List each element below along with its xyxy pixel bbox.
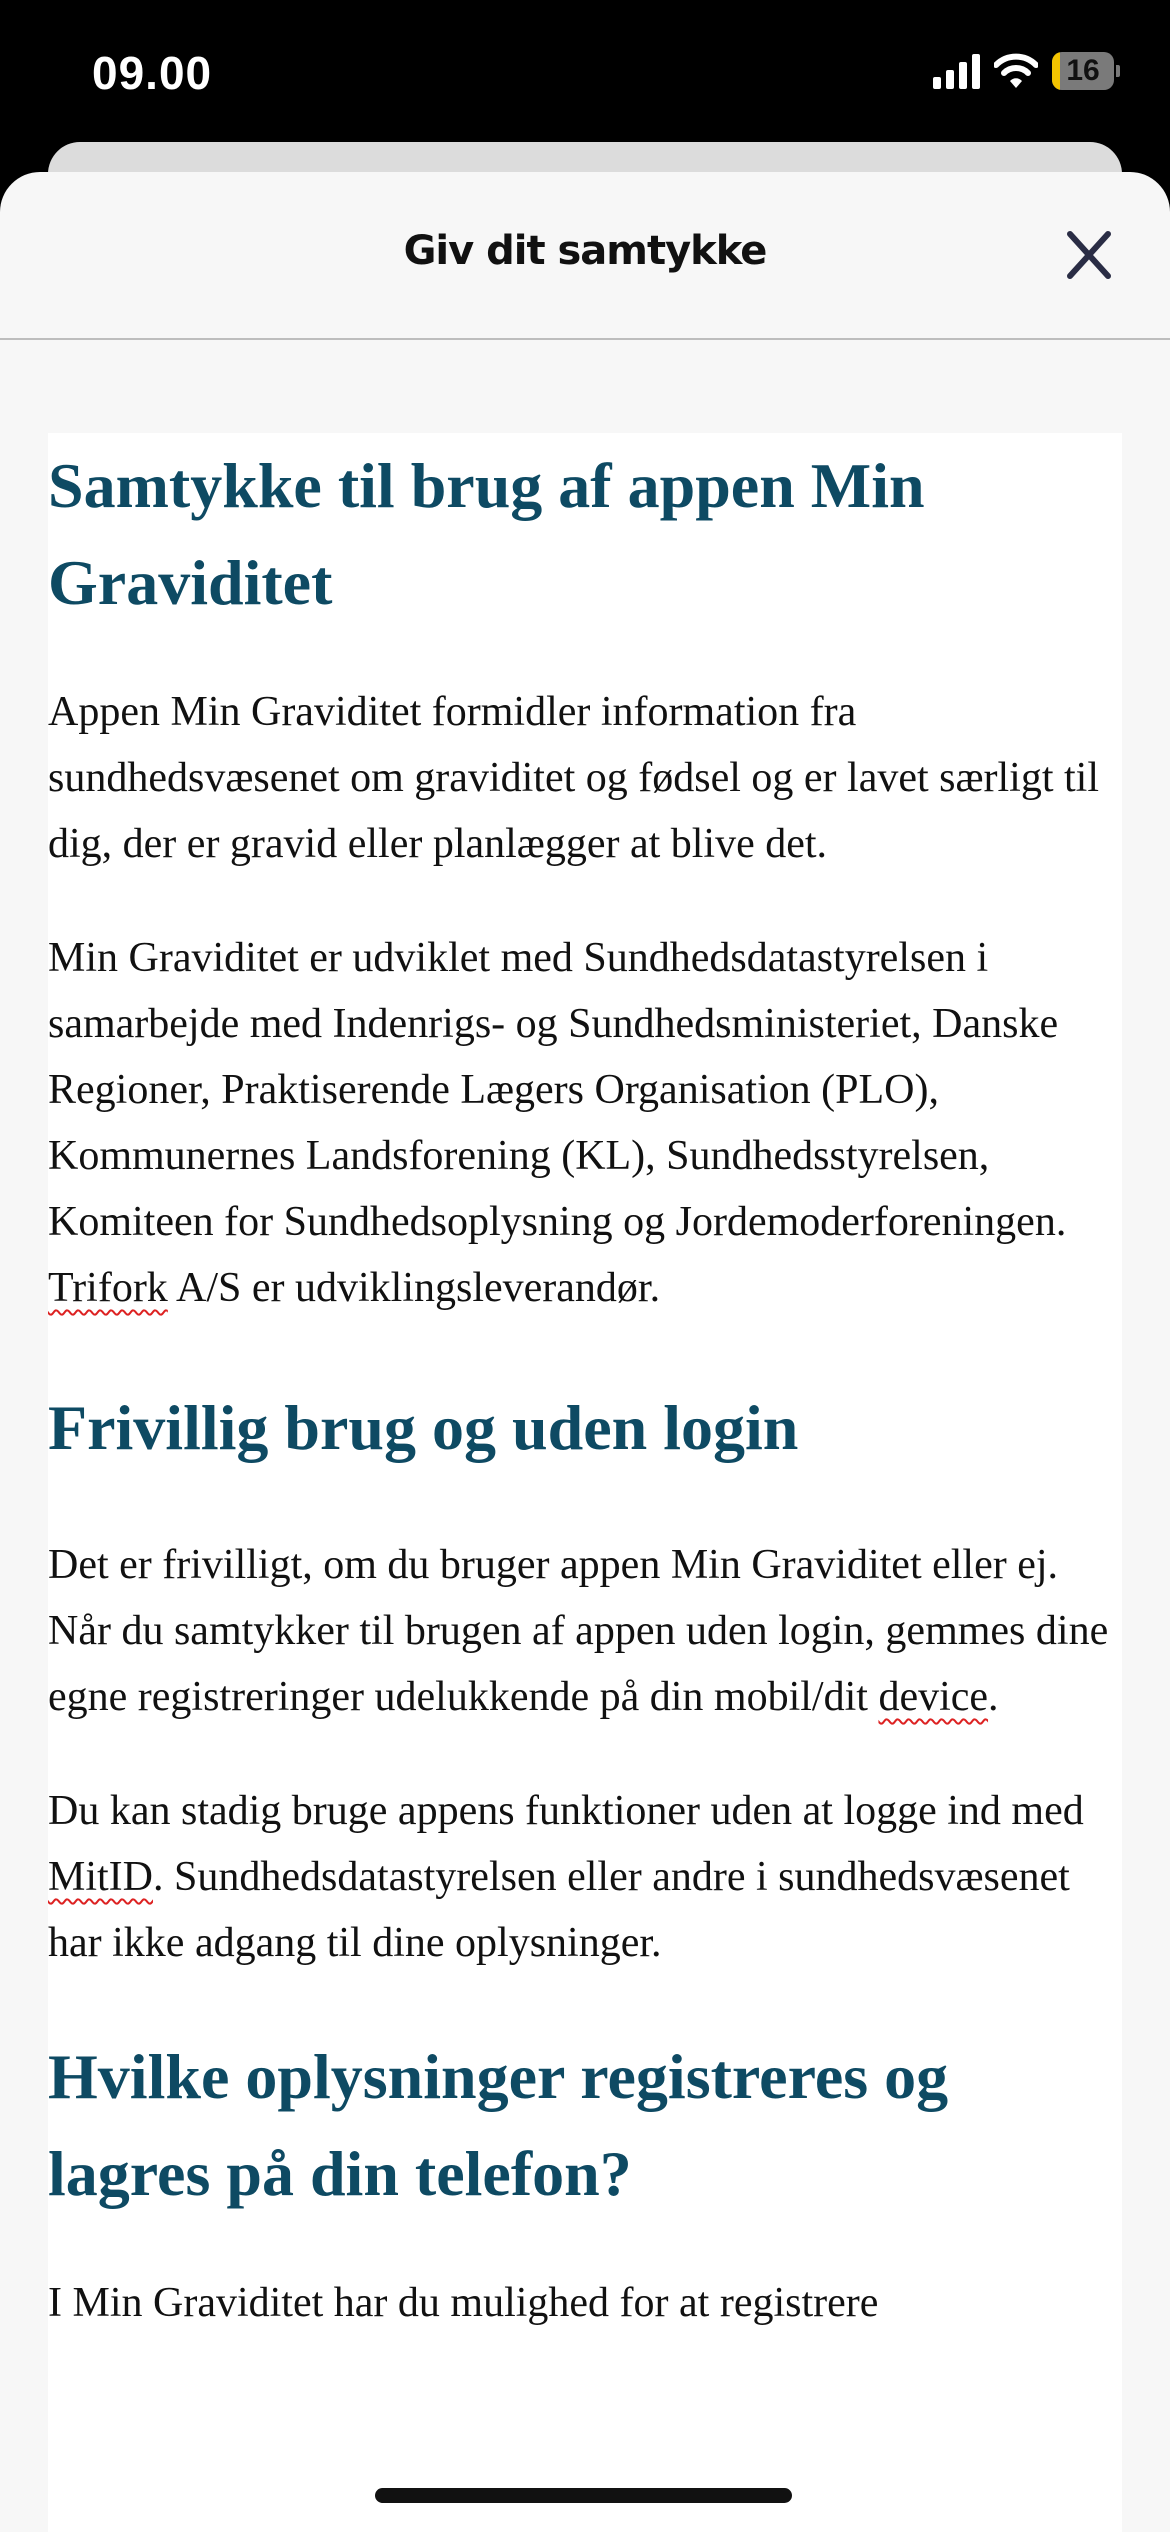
consent-content xyxy=(48,433,1122,2532)
paragraph-intro: Appen Min Graviditet formidler information fra sundhedsvæsenet om graviditet og fødsel og er lavet særligt til dig, der er gravid eller planlægger at blive det. xyxy=(48,689,1100,867)
heading-voluntary: Frivillig brug og uden login xyxy=(48,1392,799,1463)
close-icon[interactable] xyxy=(1064,228,1114,282)
paragraph-mitid: Du kan stadig bruge appens funktioner uden at logge ind med MitID. Sundhedsdatastyrelsen eller andre i sundhedsvæsenet har ikke adgang til dine oplysninger. xyxy=(48,1788,1084,1966)
paragraph-developers: Min Graviditet er udviklet med Sundhedsdatastyrelsen i samarbejde med Indenrigs- og Sundhedsministeriet, Danske Regioner, Praktiserende Lægers Organisation (PLO), Kommunernes Landsforening (KL), Sundhedsstyrelsen, Komiteen for Sundhedsoplysning og Jordemoderforeningen. Trifork A/S er udviklingsleverandør. xyxy=(48,935,1067,1311)
consent-sheet xyxy=(0,172,1170,2532)
battery-level: 16 xyxy=(1066,54,1100,87)
paragraph-voluntary: Det er frivilligt, om du bruger appen Min Graviditet eller ej. Når du samtykker til brugen af appen uden login, gemmes dine egne registreringer udelukkende på din mobil/dit device. xyxy=(48,1542,1109,1720)
wifi-icon xyxy=(994,53,1038,89)
paragraph-registration: I Min Graviditet har du mulighed for at registrere xyxy=(48,2280,879,2326)
spellcheck-word: device xyxy=(878,1674,989,1720)
home-indicator[interactable] xyxy=(375,2488,792,2503)
sheet-header xyxy=(0,172,1170,340)
battery-icon xyxy=(1052,52,1114,90)
spellcheck-word: Trifork xyxy=(48,1265,168,1311)
status-time: 09.00 xyxy=(92,47,213,99)
sheet-title: Giv dit samtykke xyxy=(403,228,767,274)
heading-stored-data: Hvilke oplysninger registreres og lagres på din telefon? xyxy=(48,2041,949,2209)
spellcheck-word: MitID xyxy=(48,1854,153,1900)
heading-consent: Samtykke til brug af appen Min Graviditet xyxy=(48,450,925,618)
status-bar xyxy=(0,0,1170,140)
cellular-signal-icon xyxy=(933,53,980,89)
